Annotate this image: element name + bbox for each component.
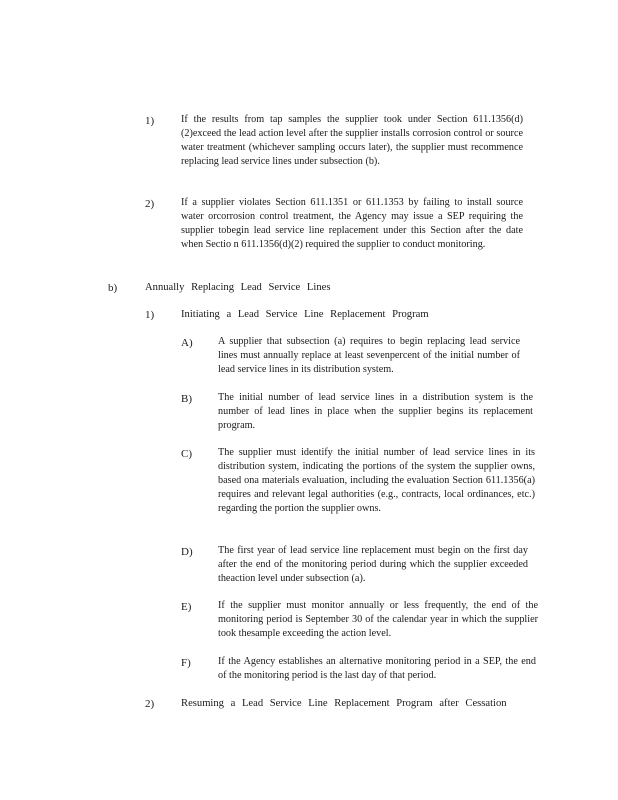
subitem-marker: E) [181,601,192,613]
paragraph-B: The initial number of lead service lines in a distribution system is the number of lead lines in place when the supplier begins its replacement program. [218,392,533,431]
item-marker: 2) [145,698,155,710]
item-heading: Initiating a Lead Service Line Replacement Program [181,309,429,320]
paragraph-a1: If the results from tap samples the supplier took under Section 611.1356(d)(2)exceed the lead action level after the supplier installs corrosion control or source water treatment (whichever sampling occurs later), the supplier must recommence replacing lead service lines under subsection (b). [181,114,523,167]
subitem-marker: D) [181,546,193,558]
item-marker: 2) [145,198,155,210]
paragraph-D: The first year of lead service line replacement must begin on the first day after the end of the monitoring period during which the supplier exceeded theaction level under subsection (a). [218,545,528,584]
subsection-marker: b) [108,282,118,294]
paragraph-a2: If a supplier violates Section 611.1351 or 611.1353 by failing to install source water orcorrosion control treatment, the Agency may issue a SEP requiring the supplier tobegin lead service line replacement under this Section after the date when Sectio n 611.1356(d)(2) required the supplier to conduct monitoring. [181,197,523,250]
paragraph-F: If the Agency establishes an alternative monitoring period in a SEP, the end of the monitoring period is the last day of that period. [218,656,536,681]
subitem-marker: C) [181,448,192,460]
item-marker: 1) [145,115,155,127]
subitem-marker: A) [181,337,193,349]
subitem-marker: F) [181,657,191,669]
item-heading: Resuming a Lead Service Line Replacement Program after Cessation [181,698,507,709]
subsection-heading: Annually Replacing Lead Service Lines [145,282,331,293]
subitem-marker: B) [181,393,192,405]
item-marker: 1) [145,309,155,321]
paragraph-C: The supplier must identify the initial number of lead service lines in its distribution system, indicating the portions of the system the supplier owns, based ona materials evaluation, including the evaluation Section 611.1356(a) requires and relevant legal authorities (e.g., contracts, local ordinances, etc.) regarding the portion the supplier owns. [218,447,535,514]
paragraph-A: A supplier that subsection (a) requires to begin replacing lead service lines must annually replace at least sevenpercent of the initial number of lead service lines in its distribution system. [218,336,520,375]
paragraph-E: If the supplier must monitor annually or less frequently, the end of the monitoring period is September 30 of the calendar year in which the supplier took thesample exceeding the action level. [218,600,538,639]
